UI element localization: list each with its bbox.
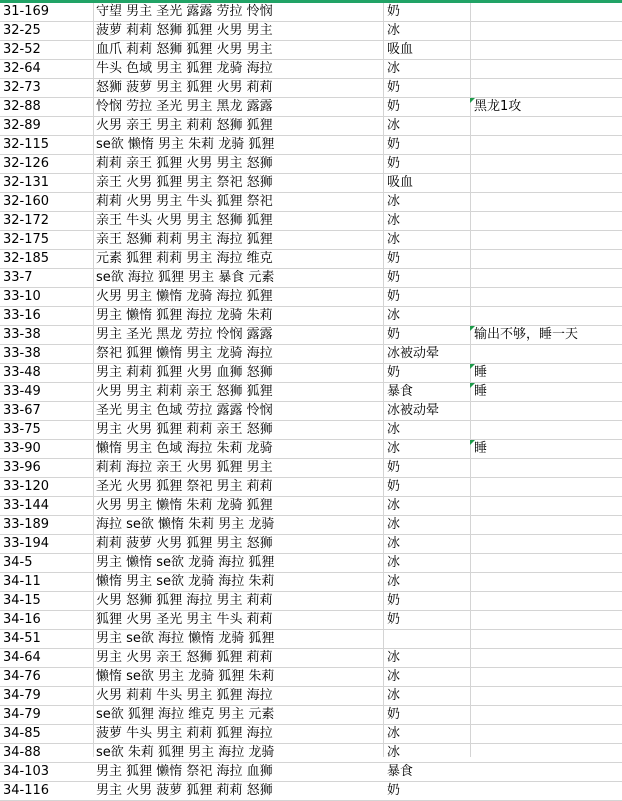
role-cell[interactable]: 暴食 bbox=[387, 764, 414, 779]
team-cell[interactable]: 狐狸 火男 圣光 男主 牛头 莉莉 bbox=[96, 612, 273, 627]
id-cell[interactable]: 33-38 bbox=[3, 346, 41, 361]
team-cell[interactable]: 圣光 男主 色域 劳拉 露露 怜悯 bbox=[96, 403, 273, 418]
table-row bbox=[0, 459, 622, 478]
id-cell[interactable]: 33-38 bbox=[3, 327, 41, 342]
cell-comment-marker-icon bbox=[470, 440, 475, 445]
table-row bbox=[0, 649, 622, 668]
team-cell[interactable]: 火男 怒狮 狐狸 海拉 男主 莉莉 bbox=[96, 593, 273, 608]
role-cell[interactable]: 奶 bbox=[387, 4, 401, 19]
role-cell[interactable]: 奶 bbox=[387, 460, 401, 475]
id-cell[interactable]: 33-194 bbox=[3, 536, 50, 551]
role-cell[interactable]: 冰被动晕 bbox=[387, 403, 440, 418]
id-cell[interactable]: 34-15 bbox=[3, 593, 41, 608]
table-row bbox=[0, 687, 622, 706]
role-cell[interactable]: 奶 bbox=[387, 612, 401, 627]
id-cell[interactable]: 33-67 bbox=[3, 403, 41, 418]
table-row bbox=[0, 725, 622, 744]
id-cell[interactable]: 34-103 bbox=[3, 764, 50, 779]
team-cell[interactable]: 祭祀 狐狸 懒惰 男主 龙骑 海拉 bbox=[96, 346, 273, 361]
id-cell[interactable]: 34-11 bbox=[3, 574, 41, 589]
role-cell[interactable]: 吸血 bbox=[387, 175, 414, 190]
table-row bbox=[0, 22, 622, 41]
table-row bbox=[0, 744, 622, 763]
id-cell[interactable]: 33-90 bbox=[3, 441, 41, 456]
note-cell[interactable]: 输出不够，睡一天 bbox=[474, 327, 579, 342]
spreadsheet-grid bbox=[0, 3, 622, 801]
role-cell[interactable]: 冰 bbox=[387, 517, 401, 532]
table-row bbox=[0, 307, 622, 326]
table-row bbox=[0, 573, 622, 592]
table-row bbox=[0, 3, 622, 22]
table-row bbox=[0, 592, 622, 611]
role-cell[interactable]: 冰 bbox=[387, 498, 401, 513]
team-cell[interactable]: 男主 懒惰 狐狸 海拉 龙骑 朱莉 bbox=[96, 308, 273, 323]
team-cell[interactable]: 血爪 莉莉 怒狮 狐狸 火男 男主 bbox=[96, 42, 273, 57]
id-cell[interactable]: 32-25 bbox=[3, 23, 41, 38]
team-cell[interactable]: 怜悯 劳拉 圣光 男主 黑龙 露露 bbox=[96, 99, 273, 114]
table-row bbox=[0, 345, 622, 364]
table-row bbox=[0, 421, 622, 440]
table-row bbox=[0, 212, 622, 231]
team-cell[interactable]: 火男 莉莉 牛头 男主 狐狸 海拉 bbox=[96, 688, 273, 703]
id-cell[interactable]: 34-116 bbox=[3, 783, 50, 798]
id-cell[interactable]: 32-64 bbox=[3, 61, 41, 76]
id-cell[interactable]: 32-126 bbox=[3, 156, 50, 171]
role-cell[interactable]: 冰 bbox=[387, 574, 401, 589]
role-cell[interactable]: 冰 bbox=[387, 118, 401, 133]
team-cell[interactable]: 懒惰 男主 色域 海拉 朱莉 龙骑 bbox=[96, 441, 273, 456]
table-row bbox=[0, 269, 622, 288]
role-cell[interactable]: 冰 bbox=[387, 194, 401, 209]
team-cell[interactable]: se欲 海拉 狐狸 男主 暴食 元素 bbox=[96, 270, 275, 285]
role-cell[interactable]: 冰 bbox=[387, 688, 401, 703]
role-cell[interactable]: 奶 bbox=[387, 327, 401, 342]
id-cell[interactable]: 33-16 bbox=[3, 308, 41, 323]
id-cell[interactable]: 31-169 bbox=[3, 4, 50, 19]
role-cell[interactable]: 冰 bbox=[387, 308, 401, 323]
role-cell[interactable]: 奶 bbox=[387, 365, 401, 380]
table-row bbox=[0, 535, 622, 554]
cell-comment-marker-icon bbox=[470, 383, 475, 388]
id-cell[interactable]: 32-73 bbox=[3, 80, 41, 95]
table-row bbox=[0, 364, 622, 383]
role-cell[interactable]: 冰 bbox=[387, 555, 401, 570]
table-row bbox=[0, 763, 622, 782]
team-cell[interactable]: 火男 亲王 男主 莉莉 怒狮 狐狸 bbox=[96, 118, 273, 133]
team-cell[interactable]: 男主 懒惰 se欲 龙骑 海拉 狐狸 bbox=[96, 555, 275, 570]
role-cell[interactable]: 冰 bbox=[387, 61, 401, 76]
role-cell[interactable]: 奶 bbox=[387, 251, 401, 266]
role-cell[interactable]: 吸血 bbox=[387, 42, 414, 57]
team-cell[interactable]: 男主 火男 菠萝 狐狸 莉莉 怒狮 bbox=[96, 783, 273, 798]
table-row bbox=[0, 668, 622, 687]
id-cell[interactable]: 33-48 bbox=[3, 365, 41, 380]
role-cell[interactable]: 冰被动晕 bbox=[387, 346, 440, 361]
team-cell[interactable]: 莉莉 亲王 狐狸 火男 男主 怒狮 bbox=[96, 156, 273, 171]
id-cell[interactable]: 34-76 bbox=[3, 669, 41, 684]
id-cell[interactable]: 33-75 bbox=[3, 422, 41, 437]
team-cell[interactable]: 男主 狐狸 懒惰 祭祀 海拉 血狮 bbox=[96, 764, 273, 779]
team-cell[interactable]: 元素 狐狸 莉莉 男主 海拉 维克 bbox=[96, 251, 273, 266]
table-row bbox=[0, 478, 622, 497]
team-cell[interactable]: 守望 男主 圣光 露露 劳拉 怜悯 bbox=[96, 4, 273, 19]
id-cell[interactable]: 32-131 bbox=[3, 175, 50, 190]
table-row bbox=[0, 117, 622, 136]
team-cell[interactable]: 莉莉 菠萝 火男 狐狸 男主 怒狮 bbox=[96, 536, 273, 551]
team-cell[interactable]: 男主 se欲 海拉 懒惰 龙骑 狐狸 bbox=[96, 631, 275, 646]
team-cell[interactable]: 亲王 怒狮 莉莉 男主 海拉 狐狸 bbox=[96, 232, 273, 247]
note-cell[interactable]: 睡 bbox=[474, 441, 488, 456]
table-row bbox=[0, 41, 622, 60]
team-cell[interactable]: 男主 莉莉 狐狸 火男 血狮 怒狮 bbox=[96, 365, 273, 380]
table-row bbox=[0, 516, 622, 535]
table-row bbox=[0, 497, 622, 516]
cell-comment-marker-icon bbox=[470, 326, 475, 331]
team-cell[interactable]: se欲 懒惰 男主 朱莉 龙骑 狐狸 bbox=[96, 137, 275, 152]
cell-comment-marker-icon bbox=[470, 98, 475, 103]
role-cell[interactable]: 冰 bbox=[387, 726, 401, 741]
team-cell[interactable]: 亲王 牛头 火男 男主 怒狮 狐狸 bbox=[96, 213, 273, 228]
team-cell[interactable]: 莉莉 火男 男主 牛头 狐狸 祭祀 bbox=[96, 194, 273, 209]
id-cell[interactable]: 33-120 bbox=[3, 479, 50, 494]
note-cell[interactable]: 黑龙1攻 bbox=[474, 99, 522, 114]
team-cell[interactable]: 火男 男主 懒惰 朱莉 龙骑 狐狸 bbox=[96, 498, 273, 513]
table-row bbox=[0, 440, 622, 459]
id-cell[interactable]: 33-49 bbox=[3, 384, 41, 399]
table-row bbox=[0, 136, 622, 155]
table-row bbox=[0, 250, 622, 269]
role-cell[interactable]: 冰 bbox=[387, 441, 401, 456]
role-cell[interactable]: 冰 bbox=[387, 650, 401, 665]
id-cell[interactable]: 34-51 bbox=[3, 631, 41, 646]
role-cell[interactable]: 奶 bbox=[387, 270, 401, 285]
id-cell[interactable]: 34-88 bbox=[3, 745, 41, 760]
id-cell[interactable]: 32-89 bbox=[3, 118, 41, 133]
role-cell[interactable]: 奶 bbox=[387, 593, 401, 608]
table-row bbox=[0, 231, 622, 250]
table-row bbox=[0, 193, 622, 212]
id-cell[interactable]: 33-189 bbox=[3, 517, 50, 532]
team-cell[interactable]: 菠萝 牛头 男主 莉莉 狐狸 海拉 bbox=[96, 726, 273, 741]
team-cell[interactable]: 火男 男主 懒惰 龙骑 海拉 狐狸 bbox=[96, 289, 273, 304]
team-cell[interactable]: 火男 男主 莉莉 亲王 怒狮 狐狸 bbox=[96, 384, 273, 399]
team-cell[interactable]: 亲王 火男 狐狸 男主 祭祀 怒狮 bbox=[96, 175, 273, 190]
id-cell[interactable]: 32-160 bbox=[3, 194, 50, 209]
cell-comment-marker-icon bbox=[470, 364, 475, 369]
id-cell[interactable]: 33-10 bbox=[3, 289, 41, 304]
table-row bbox=[0, 630, 622, 649]
id-cell[interactable]: 33-7 bbox=[3, 270, 33, 285]
team-cell[interactable]: 圣光 火男 狐狸 祭祀 男主 莉莉 bbox=[96, 479, 273, 494]
role-cell[interactable]: 冰 bbox=[387, 745, 401, 760]
table-row bbox=[0, 554, 622, 573]
role-cell[interactable]: 奶 bbox=[387, 80, 401, 95]
table-row bbox=[0, 98, 622, 117]
table-row bbox=[0, 326, 622, 345]
table-row bbox=[0, 155, 622, 174]
team-cell[interactable]: 牛头 色域 男主 狐狸 龙骑 海拉 bbox=[96, 61, 273, 76]
table-row bbox=[0, 79, 622, 98]
role-cell[interactable]: 冰 bbox=[387, 536, 401, 551]
id-cell[interactable]: 34-79 bbox=[3, 688, 41, 703]
team-cell[interactable]: 男主 火男 亲王 怒狮 狐狸 莉莉 bbox=[96, 650, 273, 665]
role-cell[interactable]: 奶 bbox=[387, 156, 401, 171]
id-cell[interactable]: 34-79 bbox=[3, 707, 41, 722]
note-cell[interactable]: 睡 bbox=[474, 365, 488, 380]
table-row bbox=[0, 60, 622, 79]
id-cell[interactable]: 34-64 bbox=[3, 650, 41, 665]
role-cell[interactable]: 冰 bbox=[387, 422, 401, 437]
id-cell[interactable]: 34-16 bbox=[3, 612, 41, 627]
role-cell[interactable]: 奶 bbox=[387, 289, 401, 304]
id-cell[interactable]: 32-52 bbox=[3, 42, 41, 57]
role-cell[interactable]: 冰 bbox=[387, 232, 401, 247]
table-row bbox=[0, 402, 622, 421]
note-cell[interactable]: 睡 bbox=[474, 384, 488, 399]
table-row bbox=[0, 174, 622, 193]
id-cell[interactable]: 33-144 bbox=[3, 498, 50, 513]
id-cell[interactable]: 32-185 bbox=[3, 251, 50, 266]
role-cell[interactable]: 冰 bbox=[387, 669, 401, 684]
role-cell[interactable]: 奶 bbox=[387, 707, 401, 722]
team-cell[interactable]: 男主 火男 狐狸 莉莉 亲王 怒狮 bbox=[96, 422, 273, 437]
team-cell[interactable]: se欲 狐狸 海拉 维克 男主 元素 bbox=[96, 707, 275, 722]
role-cell[interactable]: 冰 bbox=[387, 213, 401, 228]
id-cell[interactable]: 33-96 bbox=[3, 460, 41, 475]
table-row bbox=[0, 288, 622, 307]
role-cell[interactable]: 奶 bbox=[387, 137, 401, 152]
table-row bbox=[0, 782, 622, 801]
id-cell[interactable]: 32-172 bbox=[3, 213, 50, 228]
id-cell[interactable]: 32-175 bbox=[3, 232, 50, 247]
team-cell[interactable]: 海拉 se欲 懒惰 朱莉 男主 龙骑 bbox=[96, 517, 275, 532]
table-row bbox=[0, 706, 622, 725]
id-cell[interactable]: 32-88 bbox=[3, 99, 41, 114]
id-cell[interactable]: 34-85 bbox=[3, 726, 41, 741]
team-cell[interactable]: 懒惰 se欲 男主 龙骑 狐狸 朱莉 bbox=[96, 669, 275, 684]
team-cell[interactable]: 懒惰 男主 se欲 龙骑 海拉 朱莉 bbox=[96, 574, 275, 589]
table-row bbox=[0, 611, 622, 630]
id-cell[interactable]: 32-115 bbox=[3, 137, 50, 152]
team-cell[interactable]: 男主 圣光 黑龙 劳拉 怜悯 露露 bbox=[96, 327, 273, 342]
role-cell[interactable]: 奶 bbox=[387, 479, 401, 494]
role-cell[interactable]: 奶 bbox=[387, 99, 401, 114]
team-cell[interactable]: 怒狮 菠萝 男主 狐狸 火男 莉莉 bbox=[96, 80, 273, 95]
id-cell[interactable]: 34-5 bbox=[3, 555, 33, 570]
role-cell[interactable]: 冰 bbox=[387, 23, 401, 38]
role-cell[interactable]: 奶 bbox=[387, 783, 401, 798]
team-cell[interactable]: 莉莉 海拉 亲王 火男 狐狸 男主 bbox=[96, 460, 273, 475]
team-cell[interactable]: se欲 朱莉 狐狸 男主 海拉 龙骑 bbox=[96, 745, 275, 760]
role-cell[interactable]: 暴食 bbox=[387, 384, 414, 399]
team-cell[interactable]: 菠萝 莉莉 怒狮 狐狸 火男 男主 bbox=[96, 23, 273, 38]
table-row bbox=[0, 383, 622, 402]
